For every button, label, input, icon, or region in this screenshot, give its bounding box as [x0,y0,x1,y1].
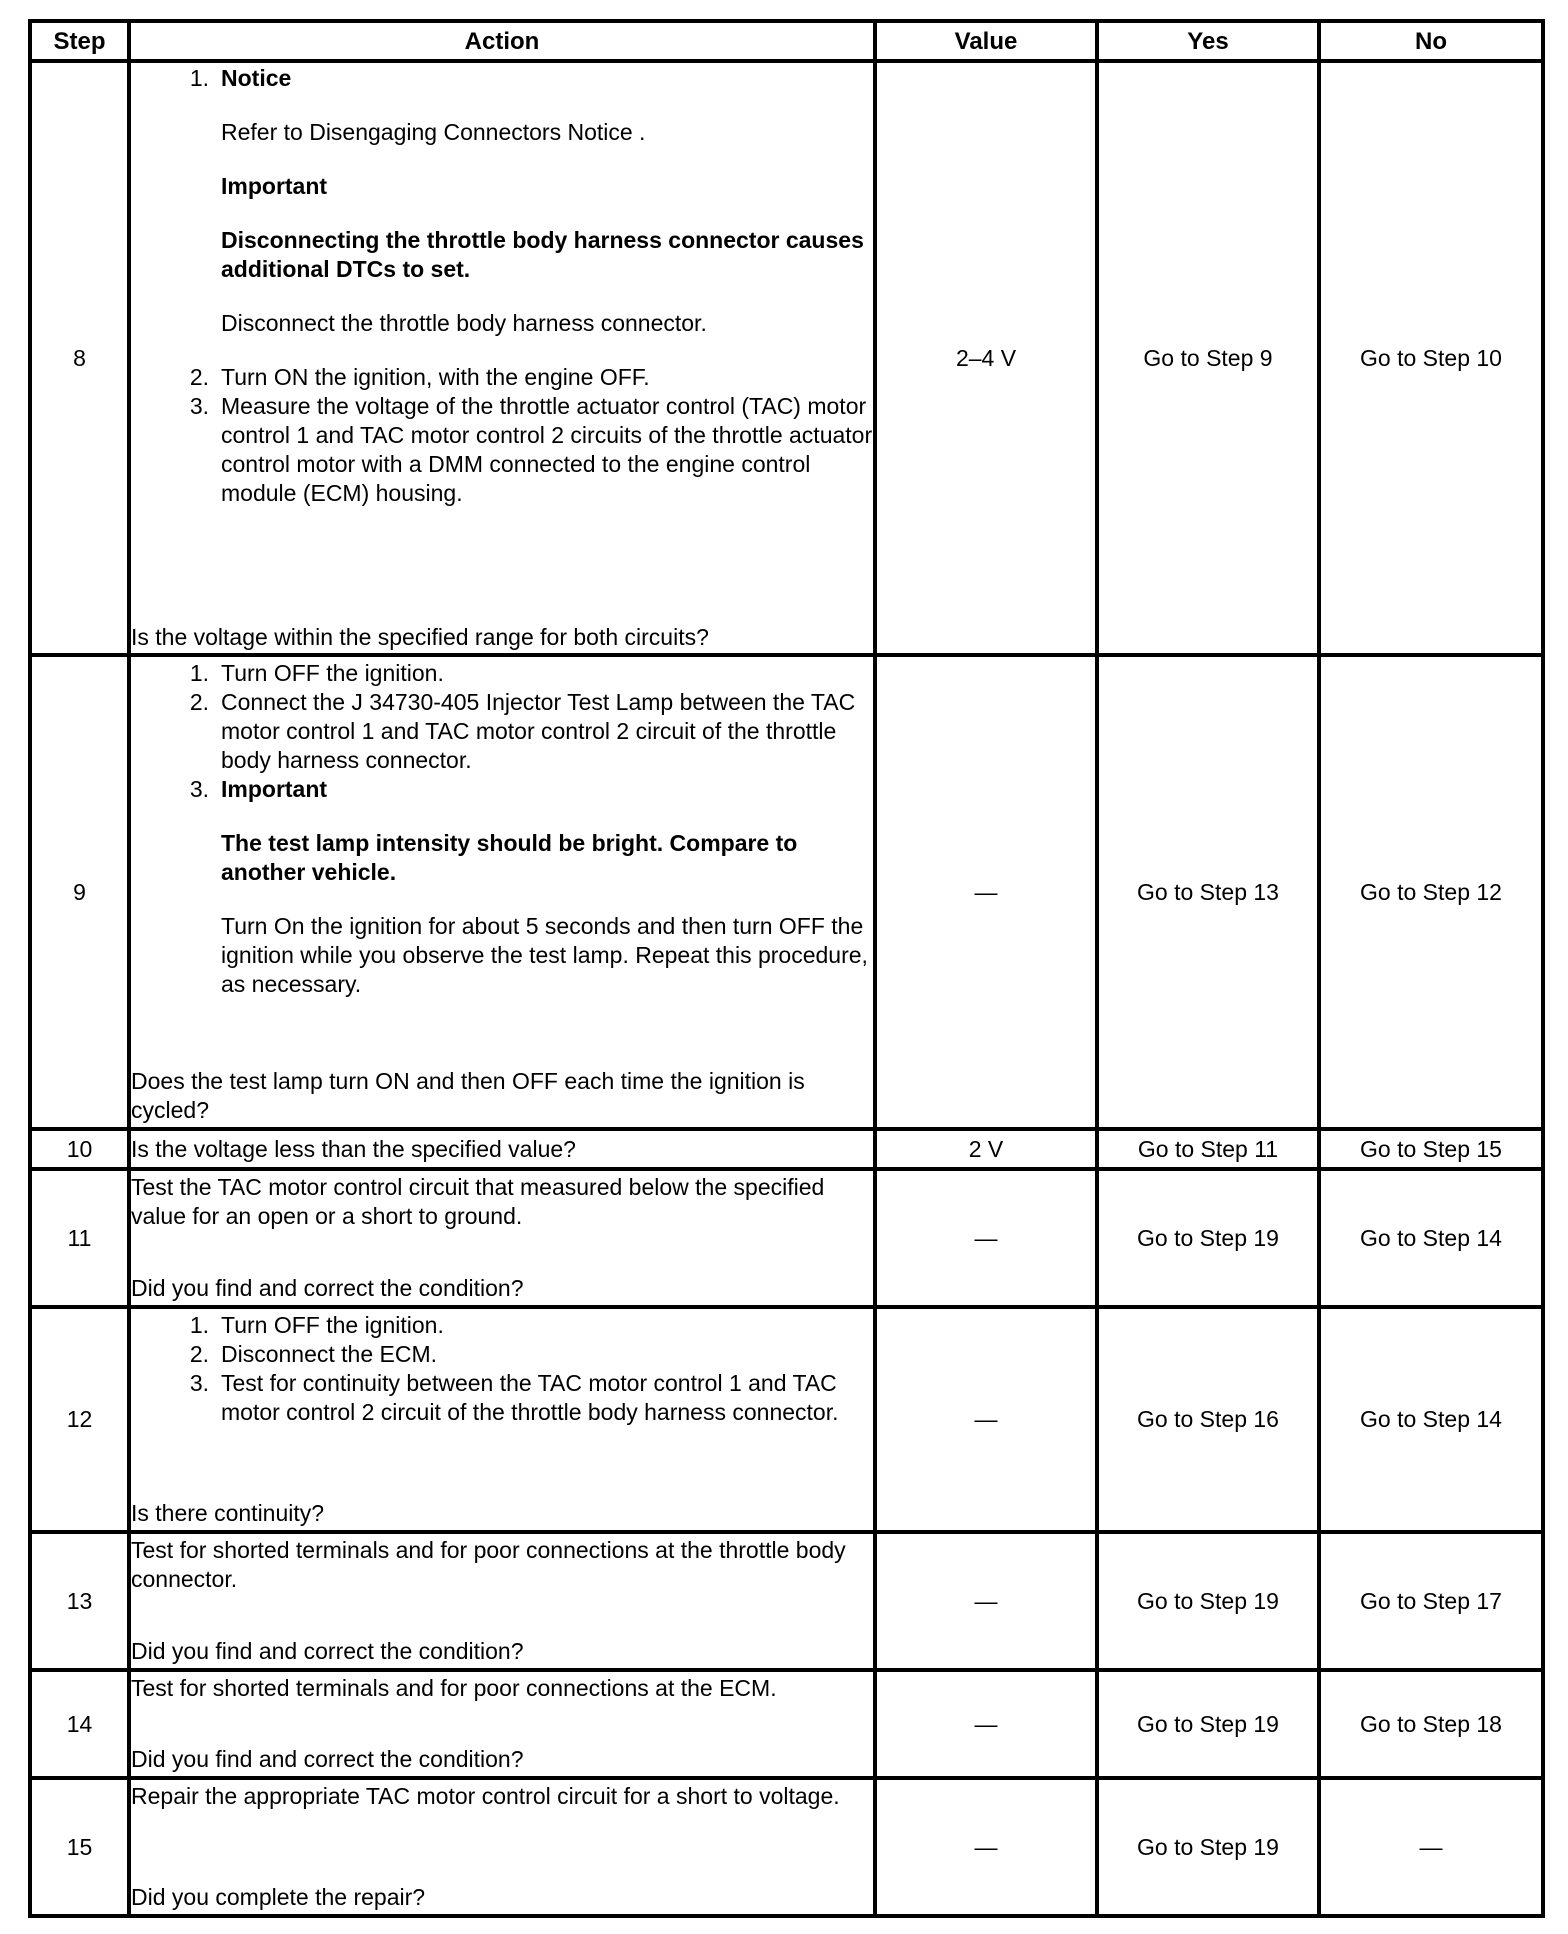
list-number: 2. [189,1341,209,1367]
step-number: 14 [30,1670,129,1778]
question-text: Did you find and correct the condition? [131,1746,524,1772]
list-item [171,64,873,363]
value-cell: — [875,655,1097,1129]
action-cell [129,1778,875,1916]
list-item [171,392,873,508]
action-cell [129,1169,875,1307]
no-cell: Go to Step 14 [1319,1169,1543,1307]
no-cell: Go to Step 17 [1319,1532,1543,1670]
important-text: The test lamp intensity should be bright. Compare to another vehicle. [221,830,798,885]
question-text: Is the voltage less than the specified value? [131,1135,576,1162]
no-cell: Go to Step 14 [1319,1307,1543,1532]
step-text: Disconnect the ECM. [221,1341,438,1367]
action-text: Repair the appropriate TAC motor control circuit for a short to voltage. [131,1783,840,1809]
list-number: 3. [189,1370,209,1396]
value-cell: 2 V [875,1129,1097,1169]
table-row-step-13 [30,1532,1543,1670]
yes-cell: Go to Step 16 [1097,1307,1319,1532]
table-row-step-11 [30,1169,1543,1307]
notice-heading: Notice [221,65,292,91]
procedure-list [131,659,873,999]
no-cell: Go to Step 12 [1319,655,1543,1129]
procedure-list [131,64,873,508]
step-text: Turn OFF the ignition. [221,660,444,686]
no-cell: Go to Step 10 [1319,61,1543,655]
value-cell: 2–4 V [875,61,1097,655]
diagnostic-table [28,19,1545,1918]
question-text: Did you find and correct the condition? [131,1275,524,1301]
table-row-step-12 [30,1307,1543,1532]
question-text: Did you find and correct the condition? [131,1638,524,1664]
procedure-list [131,1311,873,1427]
no-cell: Go to Step 15 [1319,1129,1543,1169]
notice-text: Refer to Disengaging Connectors Notice . [221,119,646,145]
header-value: Value [875,21,1097,61]
step-text: Turn OFF the ignition. [221,1312,444,1338]
step-number: 12 [30,1307,129,1532]
yes-cell: Go to Step 19 [1097,1532,1319,1670]
yes-cell: Go to Step 19 [1097,1778,1319,1916]
no-cell: Go to Step 18 [1319,1670,1543,1778]
step-text: Connect the J 34730-405 Injector Test Lamp between the TAC motor control 1 and TAC motor control 2 circuit of the throttle body harness connector. [221,689,856,773]
step-number: 15 [30,1778,129,1916]
list-number: 3. [189,776,209,802]
action-text: Test the TAC motor control circuit that measured below the specified value for an open or a short to ground. [131,1174,825,1229]
header-yes: Yes [1097,21,1319,61]
question-text: Does the test lamp turn ON and then OFF each time the ignition is cycled? [131,1068,805,1123]
list-number: 1. [189,660,209,686]
step-text: Turn On the ignition for about 5 seconds and then turn OFF the ignition while you observe the test lamp. Repeat this procedure, as necessary. [221,913,868,997]
action-cell [129,61,875,655]
action-cell [129,1532,875,1670]
question-text: Is there continuity? [131,1500,325,1526]
header-action: Action [129,21,875,61]
value-cell: — [875,1169,1097,1307]
step-text: Turn ON the ignition, with the engine OFF. [221,364,650,390]
question-text: Did you complete the repair? [131,1884,426,1910]
list-number: 2. [189,689,209,715]
header-step: Step [30,21,129,61]
action-cell [129,655,875,1129]
yes-cell: Go to Step 11 [1097,1129,1319,1169]
list-item [171,1311,873,1340]
table-row-step-15 [30,1778,1543,1916]
step-number: 8 [30,61,129,655]
yes-cell: Go to Step 19 [1097,1169,1319,1307]
yes-cell: Go to Step 13 [1097,655,1319,1129]
important-heading: Important [221,776,328,802]
yes-cell: Go to Step 9 [1097,61,1319,655]
step-text: Test for continuity between the TAC motor control 1 and TAC motor control 2 circuit of the throttle body harness connector. [221,1370,839,1425]
step-number: 11 [30,1169,129,1307]
table-row-step-10 [30,1129,1543,1169]
action-cell [129,1129,875,1169]
step-text: Disconnect the throttle body harness connector. [221,310,707,336]
step-text: Measure the voltage of the throttle actuator control (TAC) motor control 1 and TAC motor control 2 circuits of the throttle actuator control motor with a DMM connected to the engine control module (ECM) housing. [221,393,873,506]
list-number: 3. [189,393,209,419]
value-cell: — [875,1532,1097,1670]
table-row-step-8 [30,61,1543,655]
list-item [171,1369,873,1427]
table-row-step-9 [30,655,1543,1129]
table-row-step-14 [30,1670,1543,1778]
important-text: Disconnecting the throttle body harness connector causes additional DTCs to set. [221,227,864,282]
list-number: 1. [189,1312,209,1338]
step-number: 13 [30,1532,129,1670]
value-cell: — [875,1307,1097,1532]
list-number: 1. [189,65,209,91]
list-number: 2. [189,364,209,390]
action-cell [129,1307,875,1532]
yes-cell: Go to Step 19 [1097,1670,1319,1778]
list-item [171,363,873,392]
action-cell [129,1670,875,1778]
step-number: 9 [30,655,129,1129]
question-text: Is the voltage within the specified range for both circuits? [131,624,709,650]
important-heading: Important [221,173,328,199]
action-text: Test for shorted terminals and for poor connections at the throttle body connector. [131,1537,846,1592]
value-cell: — [875,1670,1097,1778]
no-cell: — [1319,1778,1543,1916]
header-row [30,21,1543,61]
list-item [171,659,873,688]
value-cell: — [875,1778,1097,1916]
header-no: No [1319,21,1543,61]
list-item [171,1340,873,1369]
list-item [171,775,873,999]
list-item [171,688,873,775]
action-text: Test for shorted terminals and for poor connections at the ECM. [131,1675,777,1701]
step-number: 10 [30,1129,129,1169]
